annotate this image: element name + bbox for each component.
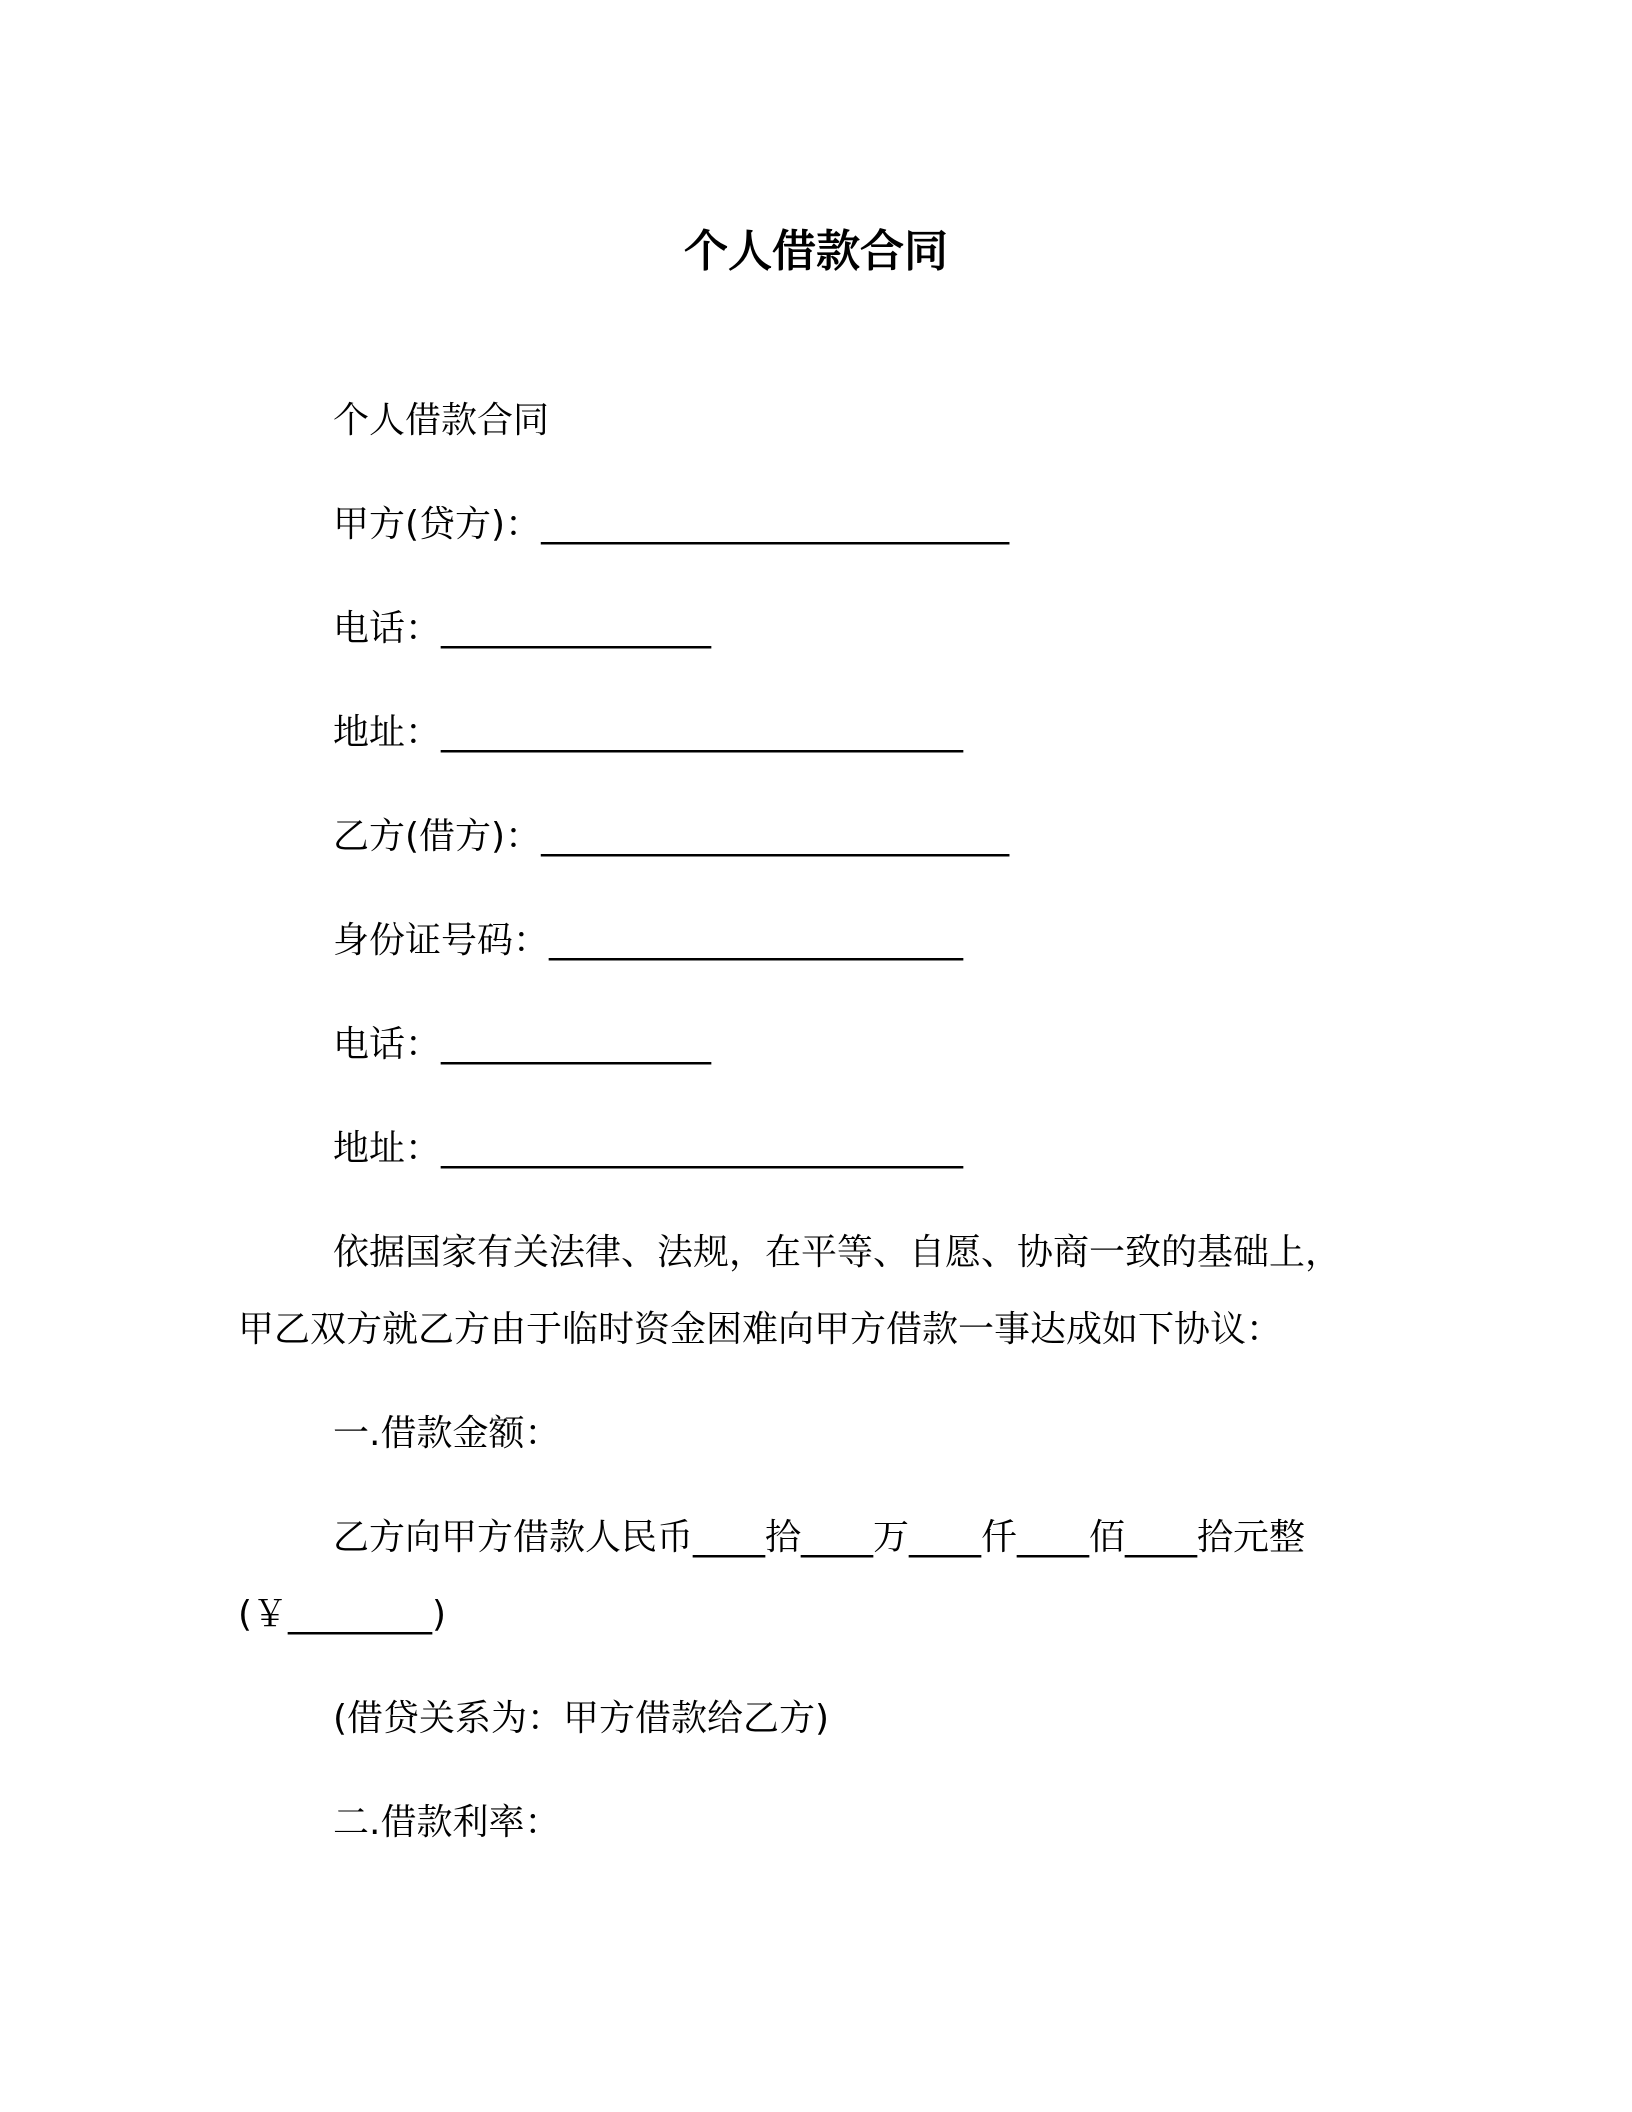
document-subtitle: 个人借款合同 [333,400,550,441]
loan-amount-line-2: (￥________) [238,1594,447,1635]
party-a-label: 甲方(贷方)： [333,504,542,545]
party-b-id-field: 身份证号码：_______________________ [333,920,964,961]
party-b-address-field: 地址：_____________________________ [333,1128,964,1169]
party-a-field [333,500,1009,550]
intro-paragraph-line-2: 甲乙双方就乙方由于临时资金困难向甲方借款一事达成如下协议： [238,1309,1283,1350]
section-2-heading: 二.借款利率： [333,1802,561,1843]
party-b-phone-field: 电话：_______________ [333,1024,712,1065]
party-a-blank: __________________________ [541,504,1010,545]
document-title: 个人借款合同 [684,226,948,277]
loan-relation-note: (借贷关系为：甲方借款给乙方) [333,1698,830,1739]
party-a-phone-field: 电话：_______________ [333,608,712,649]
intro-paragraph-line-1: 依据国家有关法律、法规，在平等、自愿、协商一致的基础上， [333,1232,1342,1273]
party-a-address-field: 地址：_____________________________ [333,712,964,753]
party-b-field [333,812,1009,862]
party-b-blank: __________________________ [541,816,1010,857]
section-1-heading: 一.借款金额： [333,1413,561,1454]
loan-amount-line-1: 乙方向甲方借款人民币____拾____万____仟____佰____拾元整 [333,1517,1306,1558]
party-b-label: 乙方(借方)： [333,816,542,857]
